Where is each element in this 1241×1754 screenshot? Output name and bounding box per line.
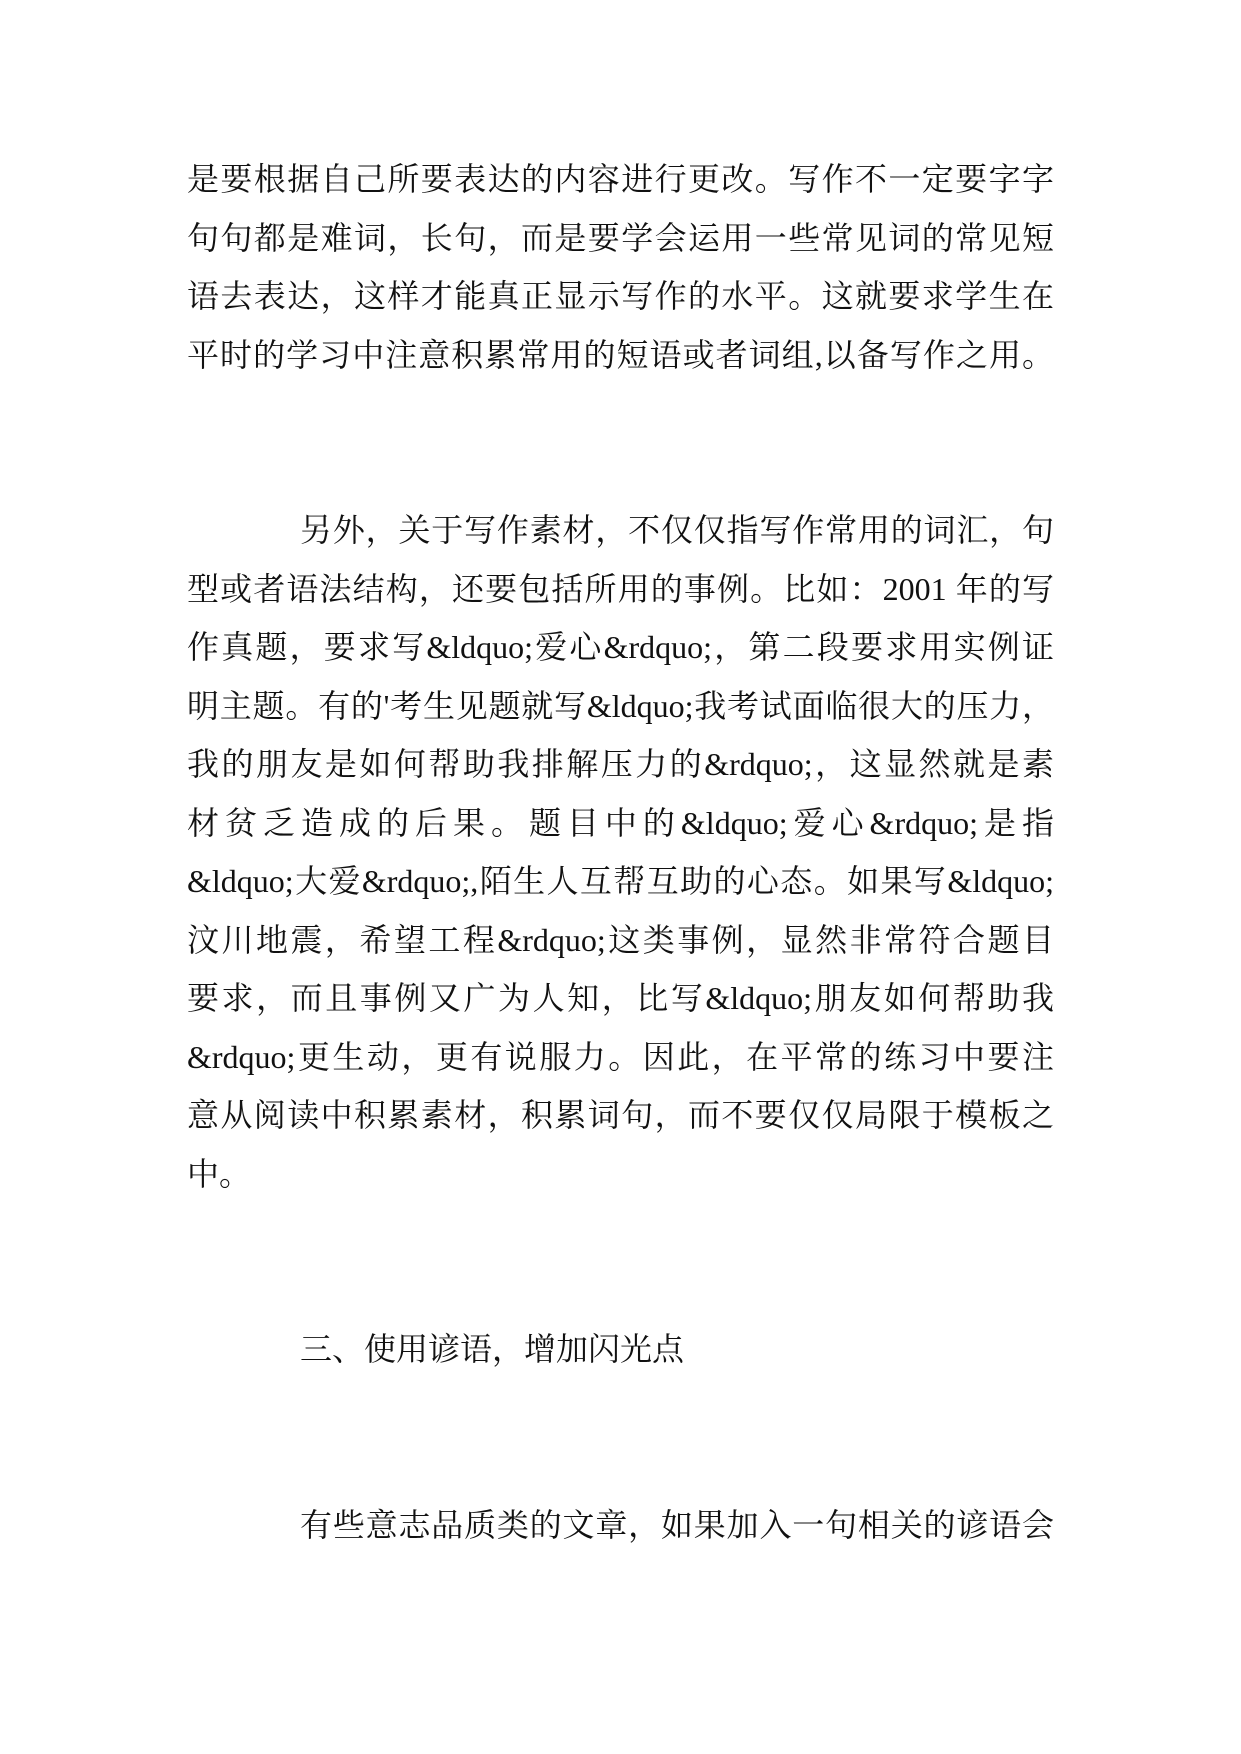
text-line: 有些意志品质类的文章，如果加入一句相关的谚语会 <box>300 1506 1054 1543</box>
text-line: 语去表达，这样才能真正显示写作的水平。这就要求学生在 <box>187 278 1054 314</box>
text-line: 明主题。有的'考生见题就写&ldquo;我考试面临很大的压力， <box>187 687 1054 724</box>
paragraph <box>187 501 1054 1203</box>
text-line: 中。 <box>187 1155 252 1192</box>
text-line: 材贫乏造成的后果。题目中的&ldquo;爱心&rdquo;是指 <box>187 804 1054 841</box>
paragraph <box>187 1496 1054 1555</box>
text-line: &ldquo;大爱&rdquo;,陌生人互帮互助的心态。如果写&ldquo; <box>187 863 1054 899</box>
text-line: 意从阅读中积累素材，积累词句，而不要仅仅局限于模板之 <box>187 1097 1054 1133</box>
section-heading: 三、使用谚语，增加闪光点 <box>300 1331 685 1367</box>
text-line: 作真题，要求写&ldquo;爱心&rdquo;，第二段要求用实例证 <box>187 629 1054 665</box>
document-body <box>187 150 1054 1554</box>
text-line: 型或者语法结构，还要包括所用的事例。比如：2001 年的写 <box>187 570 1054 607</box>
text-line: 句句都是难词，长句，而是要学会运用一些常见词的常见短 <box>187 219 1054 256</box>
text-line: &rdquo;更生动，更有说服力。因此，在平常的练习中要注 <box>187 1038 1054 1075</box>
text-line: 另外，关于写作素材，不仅仅指写作常用的词汇，句 <box>300 512 1054 548</box>
paragraph <box>187 150 1054 384</box>
section-heading-block <box>187 1320 1054 1379</box>
text-line: 要求，而且事例又广为人知，比写&ldquo;朋友如何帮助我 <box>187 980 1054 1016</box>
text-line: 汶川地震，希望工程&rdquo;这类事例，显然非常符合题目 <box>187 921 1054 958</box>
text-line: 是要根据自己所要表达的内容进行更改。写作不一定要字字 <box>187 161 1054 197</box>
text-line: 我的朋友是如何帮助我排解压力的&rdquo;，这显然就是素 <box>187 746 1054 782</box>
text-line: 平时的学习中注意积累常用的短语或者词组,以备写作之用。 <box>187 336 1054 373</box>
